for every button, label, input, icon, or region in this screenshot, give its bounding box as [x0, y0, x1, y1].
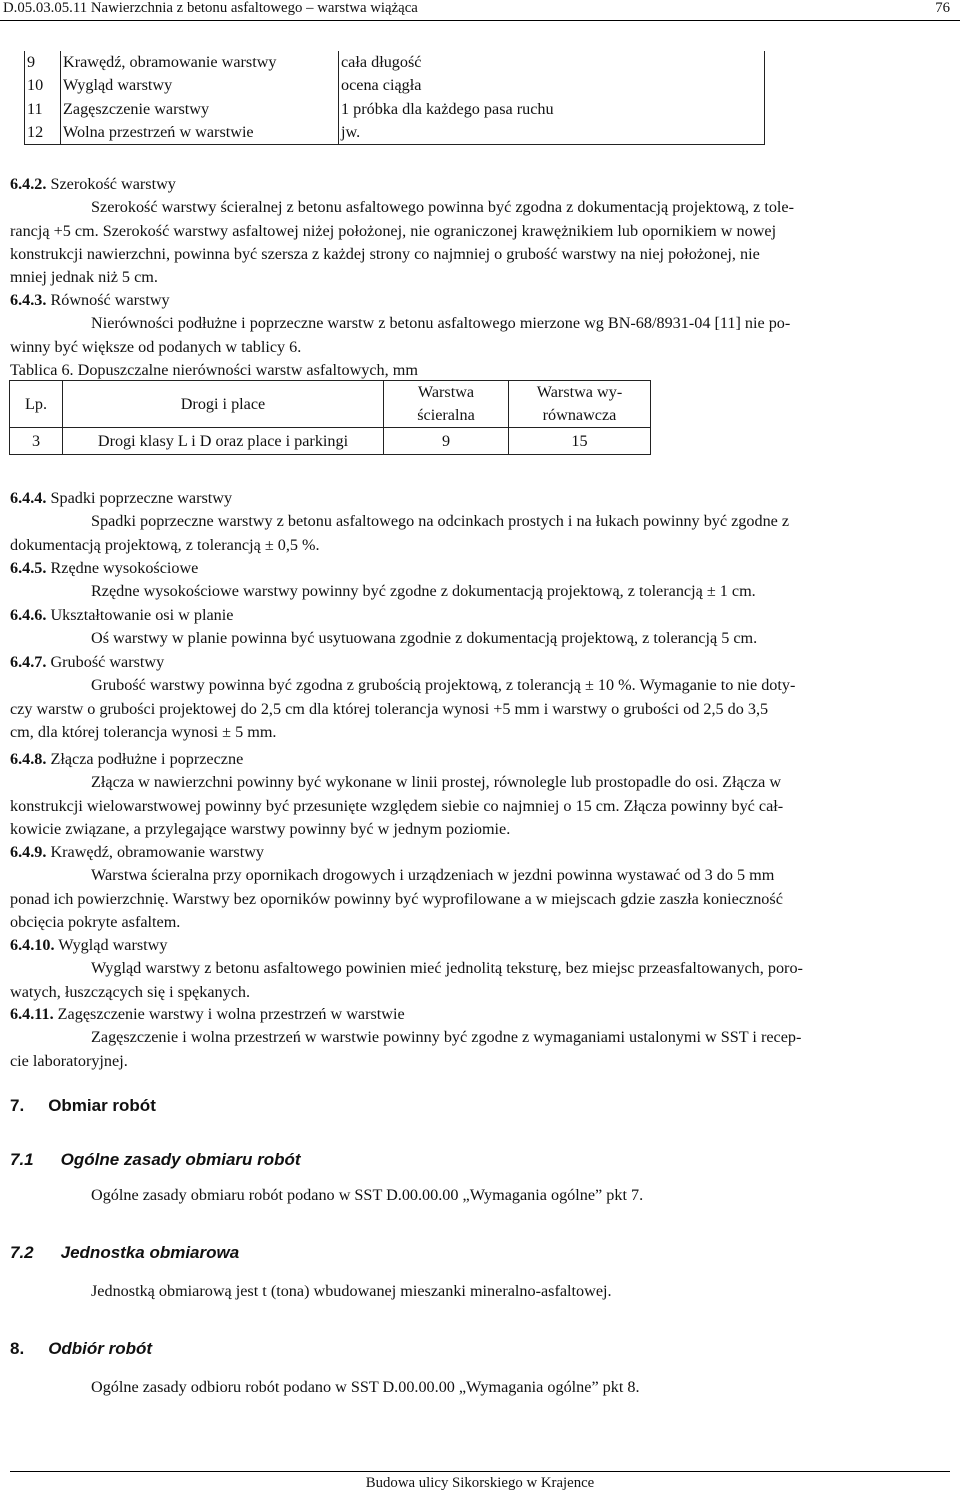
row-number: 12 [25, 121, 61, 145]
table-row [10, 428, 651, 455]
paragraph-line: watych, łuszczących się i spękanych. [10, 982, 251, 1001]
cell-leveling: 15 [509, 428, 651, 455]
heading-title: Ogólne zasady obmiaru robót [60, 1150, 301, 1169]
cell-lp: 3 [10, 428, 63, 455]
section-6-4-7 [10, 651, 950, 744]
heading-7 [10, 1096, 156, 1116]
table-row [25, 51, 765, 74]
row-frequency: jw. [339, 121, 765, 145]
section-title: Złącza podłużne i poprzeczne [46, 750, 244, 768]
paragraph-line: winny być większe od podanych w tablicy 6. [10, 337, 302, 356]
paragraph-line: Nierówności podłużne i poprzeczne warstw z betonu asfaltowego mierzone wg BN-68/8931-04 [11] nie po- [91, 314, 791, 333]
paragraph-7-2: Jednostką obmiarową jest t (tona) wbudowanej mieszanki mineralno-asfaltowej. [91, 1282, 612, 1300]
header-leveling-1: Warstwa wy- [536, 383, 623, 401]
heading-7-1 [10, 1150, 301, 1170]
section-title: Krawędź, obramowanie warstwy [46, 843, 264, 861]
row-frequency: cała długość [339, 51, 765, 74]
section-title: Ukształtowanie osi w planie [46, 606, 234, 624]
section-title: Spadki poprzeczne warstwy [46, 489, 233, 507]
page-footer [10, 1471, 950, 1492]
section-6-4-5 [10, 557, 950, 604]
section-6-4-10 [10, 934, 950, 1004]
heading-8 [10, 1339, 152, 1359]
paragraph-line: czy warstw o grubości projektowej do 2,5 cm dla której tolerancja wynosi +5 mm i warstwy o grubości od 2,5 do 3,5 [10, 699, 769, 718]
section-6-4-9 [10, 841, 950, 934]
tolerance-table [9, 380, 651, 455]
paragraph-7-1: Ogólne zasady obmiaru robót podano w SST D.00.00.00 „Wymagania ogólne” pkt 7. [91, 1186, 644, 1204]
header-roads: Drogi i place [63, 381, 384, 428]
section-title: Grubość warstwy [46, 653, 165, 671]
section-number: 6.4.8. [10, 750, 47, 768]
paragraph-line: konstrukcji nawierzchni, powinna być szersza z każdej strony co najmniej o grubość warstwy na niej położonej, nie [10, 244, 760, 263]
section-6-4-11 [10, 1003, 950, 1073]
heading-number: 7. [10, 1096, 25, 1115]
paragraph-line: cie laboratoryjnej. [10, 1051, 128, 1070]
section-number: 6.4.4. [10, 489, 47, 507]
section-6-4-8 [10, 748, 950, 841]
heading-number: 7.2 [10, 1243, 34, 1262]
heading-title: Odbiór robót [48, 1339, 153, 1358]
section-number: 6.4.9. [10, 843, 47, 861]
header-title: D.05.03.05.11 Nawierzchnia z betonu asfaltowego – warstwa wiążąca [3, 0, 418, 16]
paragraph-line: Rzędne wysokościowe warstwy powinny być zgodne z dokumentacją projektową, z tolerancją ± 1 cm. [91, 582, 756, 601]
row-item: Wygląd warstwy [61, 74, 339, 97]
heading-title: Obmiar robót [48, 1096, 156, 1115]
row-number: 11 [25, 98, 61, 121]
paragraph-line: Oś warstwy w planie powinna być usytuowana zgodnie z dokumentacją projektową, z tolerancją 5 cm. [91, 629, 758, 648]
table-row [25, 98, 765, 121]
section-number: 6.4.6. [10, 606, 47, 624]
row-number: 10 [25, 74, 61, 97]
header-wearing-2: ścieralna [417, 406, 475, 424]
header-lp: Lp. [10, 381, 63, 428]
cell-roads: Drogi klasy L i D oraz place i parkingi [63, 428, 384, 455]
paragraph-line: Warstwa ścieralna przy opornikach drogowych i urządzeniach w jezdni powinna wystawać od 3 do 5 mm [91, 866, 775, 885]
row-number: 9 [25, 51, 61, 74]
section-number: 6.4.3. [10, 291, 47, 309]
page-number: 76 [935, 0, 950, 16]
footer-text: Budowa ulicy Sikorskiego w Krajence [365, 1475, 595, 1491]
heading-number: 7.1 [10, 1150, 34, 1169]
cell-wearing: 9 [384, 428, 509, 455]
paragraph-line: Wygląd warstwy z betonu asfaltowego powinien mieć jednolitą teksturę, bez miejsc przeasfaltowanych, poro- [91, 959, 803, 978]
section-6-4-4 [10, 487, 950, 557]
section-number: 6.4.5. [10, 559, 47, 577]
row-item: Wolna przestrzeń w warstwie [61, 121, 339, 145]
heading-number: 8. [10, 1339, 25, 1358]
section-title: Szerokość warstwy [46, 175, 176, 193]
paragraph-line: Spadki poprzeczne warstwy z betonu asfaltowego na odcinkach prostych i na łukach powinny być zgodne z [91, 512, 790, 531]
row-item: Zagęszczenie warstwy [61, 98, 339, 121]
row-item: Krawędź, obramowanie warstwy [61, 51, 339, 74]
section-title: Rzędne wysokościowe [46, 559, 199, 577]
paragraph-line: rancją +5 cm. Szerokość warstwy asfaltowej niżej położonej, nie ograniczonej krawężnikiem lub opornikiem w nowej [10, 221, 777, 240]
paragraph-8: Ogólne zasady odbioru robót podano w SST D.00.00.00 „Wymagania ogólne” pkt 8. [91, 1378, 640, 1396]
section-title: Równość warstwy [46, 291, 170, 309]
header-leveling-2: równawcza [542, 406, 617, 424]
paragraph-line: Grubość warstwy powinna być zgodna z grubością projektową, z tolerancją ± 10 %. Wymaganie to nie doty- [91, 676, 796, 695]
table-row [25, 121, 765, 145]
row-frequency: 1 próbka dla każdego pasa ruchu [339, 98, 765, 121]
section-number: 6.4.10. [10, 936, 55, 954]
section-title: Zagęszczenie warstwy i wolna przestrzeń w warstwie [53, 1005, 405, 1023]
page-header [0, 0, 960, 21]
paragraph-line: dokumentacją projektową, z tolerancją ± 0,5 %. [10, 535, 320, 554]
heading-title: Jednostka obmiarowa [60, 1243, 240, 1262]
paragraph-line: cm, dla której tolerancja wynosi ± 5 mm. [10, 722, 277, 741]
section-6-4-2 [10, 173, 950, 289]
section-title: Wygląd warstwy [54, 936, 168, 954]
table-header-row [10, 381, 651, 428]
paragraph-line: ponad ich powierzchnię. Warstwy bez oporników powinny być wyprofilowane a w miejscach gdzie zaszła konieczność [10, 889, 783, 908]
table-row [25, 74, 765, 97]
paragraph-line: obcięcia pokryte asfaltem. [10, 912, 181, 931]
row-frequency: ocena ciągła [339, 74, 765, 97]
paragraph-line: mniej jednak niż 5 cm. [10, 268, 158, 287]
paragraph-line: kowicie związane, a przylegające warstwy powinny być w jednym poziomie. [10, 819, 511, 838]
heading-7-2 [10, 1243, 239, 1263]
paragraph-line: Złącza w nawierzchni powinny być wykonane w linii prostej, równolegle lub prostopadle do osi. Złącza w [91, 773, 782, 792]
paragraph-line: konstrukcji wielowarstwowej powinny być przesunięte względem siebie co najmniej o 15 cm. Złącza powinny być cał- [10, 796, 784, 815]
section-number: 6.4.7. [10, 653, 47, 671]
section-6-4-6 [10, 604, 950, 651]
section-number: 6.4.11. [10, 1005, 54, 1023]
table-caption: Tablica 6. Dopuszczalne nierówności warstw asfaltowych, mm [10, 360, 418, 379]
section-6-4-3 [10, 289, 950, 382]
paragraph-line: Szerokość warstwy ścieralnej z betonu asfaltowego powinna być zgodna z dokumentacją projektową, z tole- [91, 198, 795, 217]
header-wearing-1: Warstwa [417, 383, 475, 401]
section-number: 6.4.2. [10, 175, 47, 193]
control-table [24, 51, 765, 145]
paragraph-line: Zagęszczenie i wolna przestrzeń w warstwie powinny być zgodne z wymaganiami ustalonymi w SST i recep- [91, 1028, 802, 1047]
